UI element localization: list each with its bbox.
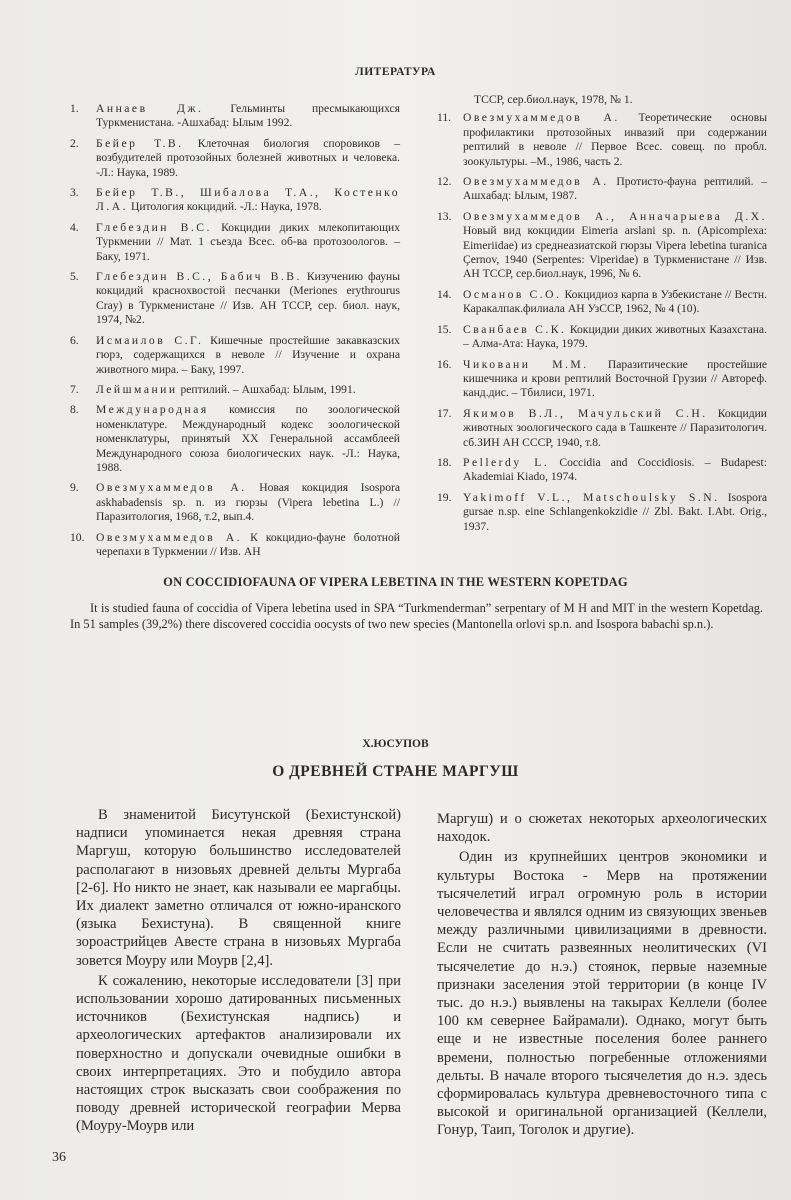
reference-item: 5. Глебездин В.С., Бабич В.В. Кизучению фауны кокцидий краснохвостой песчанки (Meriones erythrourus Cray) в Туркменистане // Изв. АН ТССР, сер. биол. наук, 1974, №2.	[70, 270, 400, 327]
paragraph: Маргуш) и о сюжетах некоторых археологических находок.	[437, 811, 767, 846]
reference-item: 14. Османов С.О. Кокцидиоз карпа в Узбекистане // Вестн. Каракалпак.филиала АН УзССР, 1962, № 4 (10).	[437, 287, 767, 316]
reference-item: 19. Yakimoff V.L., Matschoulsky S.N. Isospora gursae n.sp. eine Schlangenkokzidie // Zbl. Bakt. I.Abt. Orig., 1937.	[437, 490, 767, 533]
reference-author: Свaнбаев С.К.	[463, 322, 567, 336]
reference-author: Исмаилов С.Г.	[96, 333, 204, 347]
reference-author: Османов С.О.	[463, 287, 562, 301]
reference-author: Pellerdy L.	[463, 455, 550, 469]
reference-author: Глебездин В.С.	[96, 220, 212, 234]
article-title: О ДРЕВНЕЙ СТРАНЕ МАРГУШ	[272, 763, 519, 780]
paragraph: К сожалению, некоторые исследователи [3] при использовании хорошо датированных письменных источников (Бехистунская надпись) и археологических артефактов анализировали их поверхностно и допускали очевидные ошибки в своих интерпретациях. Это и побудило автора настоящих строк высказать свои соображения по поводу древней исторической географии Мерва (Моуру-Моурв или	[76, 972, 401, 1135]
reference-author: Международная	[96, 403, 209, 417]
reference-author: Бейер Т.В.	[96, 136, 184, 150]
reference-item: 18. Pellerdy L. Coccidia and Coccidiosis. – Budapest: Akademiai Kiado, 1974.	[437, 455, 768, 484]
page-number: 36	[52, 1150, 66, 1165]
english-summary-text: It is studied fauna of coccidia of Vipera lebetina used in SPA “Turkmenderman” serpentary of M H and MIT in the western Kopetdag. In 51 samples (39,2%) there discovered coccidia oocysts of two new species (Mantonella orlovi sp.n. and Isospora babachi sp.n.).	[70, 601, 763, 632]
reference-author: Овезмухаммедов А.	[96, 530, 243, 544]
reference-item: 9. Овезмухаммедов А. Новая кокцидия Isospora askhabadensis sp. n. из гюрзы (Vipera lebetina L.) // Паразитология, 1968, т.2, вып.4.	[70, 481, 400, 524]
reference-item: 13. Овезмухаммедов А., Анначарыева Д.Х. Новый вид кокцидии Eimeria arslani sp. n. (Apicomplexa: Eimeriidae) из среднеазиатской гюрзы Vipera lebetina turanica Çernov, 1940 (Serpentes: Viperidae) в Туркменистане // Изв. АН ТССР, сер.биол.наук, 1996, № 6.	[437, 209, 767, 281]
references-right-column	[437, 93, 767, 540]
reference-author: Якимов В.Л., Мачульский С.Н.	[463, 406, 708, 420]
reference-item: 12. Овезмухаммедов А. Протисто-фауна рептилий. – Ашхабад: Ылым, 1987.	[437, 175, 767, 203]
references-left-column	[70, 102, 400, 565]
english-summary-title: ON COCCIDIOFAUNA OF VIPERA LEBETINA IN THE WESTERN KOPETDAG	[163, 575, 628, 589]
reference-item: 4. Глебездин В.С. Кокцидии диких млекопитающих Туркмении // Мат. 1 съезда Всес. об-ва протозоологов. – Баку, 1971.	[70, 220, 401, 263]
article-body-left-column	[76, 806, 401, 1138]
reference-author: Овезмухаммедов А.	[463, 175, 609, 189]
reference-item: 8. Международная комиссия по зоологической номенклатуре. Международный кодекс зоологической номенклатуры, принятый ХХ Генеральной ассамблеей Международного союза биологических наук. -Л.: Наука, 1988.	[70, 403, 400, 474]
reference-author: Овезмухаммедов А., Анначарыева Д.Х.	[463, 209, 767, 223]
literature-heading: ЛИТЕРАТУРА	[355, 66, 436, 78]
reference-continuation: ТССР, сер.биол.наук, 1978, № 1.	[474, 93, 633, 106]
reference-item: 11. Овезмухаммедов А. Теоретические основы профилактики протозойных инвазий при содержании рептилий в неволе // Первое Всес. совещ. по пробл. зоокультуры. –М., 1986, часть 2.	[437, 111, 767, 168]
reference-author: Лейшмании	[96, 382, 178, 396]
reference-item: 16. Чиковани М.М. Паразитические простейшие кишечника и крови рептилий Восточной Грузии // Автореф. канд.дис. – Тбилиси, 1971.	[437, 357, 767, 400]
reference-item: 7. Лейшмании рептилий. – Ашхабад: Ылым, 1991.	[70, 382, 356, 396]
article-body-right-column	[437, 810, 767, 1142]
reference-item: 6. Исмаилов С.Г. Кишечные простейшие закавказских гюрз, содержащихся в неволе // Изучение и охрана животного мира. – Баку, 1997.	[70, 333, 400, 376]
reference-author: Аннаев Дж.	[96, 102, 204, 115]
paragraph: В знаменитой Бисутунской (Бехистунской) надписи упоминается некая древняя страна Маргуш, которую большинство исследователей располагают в низовьях древней дельты Мургаба [2-6]. Но никто не знает, как называли ее маргабцы. Их диалект заметно отличался от южно-иранского (языка Бехистуна). В священной книге зороастрийцев Авесте страна в низовьях Мургаба зовется Моуру или Моурв [2,4].	[76, 807, 401, 969]
reference-item: 17. Якимов В.Л., Мачульский С.Н. Кокцидии животных зоологического сада в Ташкенте // Паразитологич. сб.ЗИН АН СССР, 1940, т.8.	[437, 406, 768, 449]
paragraph: Один из крупнейших центров экономики и культуры Востока - Мерв на протяжении тысячелетий играл огромную роль в истории человечества и являлся одним из связующих звеньев между различными цивилизациями в древности. Если не считать развеянных неолитических (VI тысячелетие до н.э.) стоянок, первые наземные признаки заселения этой территории (в конце IV тыс. до н.э.) выявлены на такырах Келлели (более 100 км севернее Байрамали). Однако, могут быть еще и не известные поселения более раннего времени, полностью погребенные отложениями дельты. В начале второго тысячелетия до н.э. здесь сформировалась культура древневосточного типа с высокой и оригинальной организацией (Келлели, Гонур, Таип, Тоголок и другие).	[437, 849, 767, 1139]
reference-item: 15. Свaнбаев С.К. Кокцидии диких животных Казахстана. – Алма-Ата: Наука, 1979.	[437, 322, 767, 351]
reference-author: Овезмухаммедов А.	[463, 111, 620, 125]
reference-author: Чиковани М.М.	[463, 357, 589, 371]
article-author: Х.ЮСУПОВ	[362, 738, 429, 750]
reference-author: Бейер Т.В., Шибалова Т.А., Костенко Л.А.	[96, 186, 400, 214]
reference-author: Овезмухаммедов А.	[96, 481, 247, 495]
reference-item: 2. Бейер Т.В. Клеточная биология споровиков – возбудителей протозойных болезней животных и человека. -Л.: Наука, 1989.	[70, 136, 400, 179]
reference-author: Глебездин В.С., Бабич В.В.	[96, 270, 302, 284]
reference-item: 3. Бейер Т.В., Шибалова Т.А., Костенко Л.А. Цитология кокцидий. -Л.: Наука, 1978.	[70, 186, 400, 214]
reference-item: 1. Аннаев Дж. Гельминты пресмыкающихся Туркменистана. -Ашхабад: Ылым 1992.	[70, 102, 401, 130]
reference-author: Yakimoff V.L., Matschoulsky S.N.	[463, 490, 720, 504]
reference-item: 10. Овезмухаммедов А. К кокцидио-фауне болотной черепахи в Туркмении // Изв. АН	[70, 530, 400, 558]
